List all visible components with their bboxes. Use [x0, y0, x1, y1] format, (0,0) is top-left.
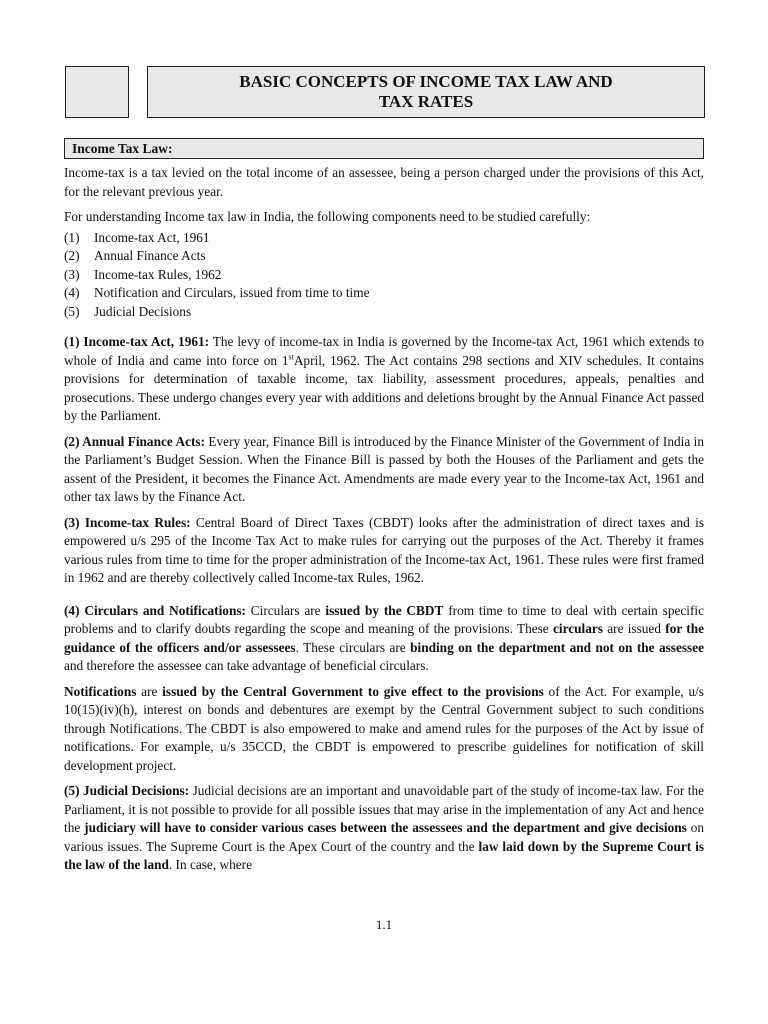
header-side-box — [65, 66, 129, 118]
list-item: (4) Notification and Circulars, issued from time to time — [64, 285, 370, 300]
list-item: (5) Judicial Decisions — [64, 303, 192, 319]
list-item: (3) Income-tax Rules, 1962 — [64, 266, 222, 282]
intro-paragraph-2: For understanding Income tax law in India, the following components need to be studied carefully: — [64, 209, 591, 224]
list-item: (2) Annual Finance Acts — [64, 248, 206, 263]
intro-paragraph-1: Income-tax is a tax levied on the total income of an assessee, being a person charged under the provisions of this Act, for the relevant previous year. — [64, 165, 704, 199]
paragraph-finance-acts: (2) Annual Finance Acts: Every year, Finance Bill is introduced by the Finance Minister of the Government of India in the Parliament’s Budget Session. When the Finance Bill is passed by both the Houses of the Parliament and gets the assent of the President, it becomes the Finance Act. Amendments are made every year to the Income-tax Act, 1961 and other tax laws by the Finance Act. — [64, 433, 704, 504]
paragraph-income-tax-rules: (3) Income-tax Rules: Central Board of Direct Taxes (CBDT) looks after the administration of direct taxes and is empowered u/s 295 of the Income Tax Act to make rules for carrying out the purposes of the Act. Thereby it frames various rules from time to time for the proper administration of the Income-tax Act, 1961. These rules were first framed in 1962 and are thereby collectively called Income-tax Rules, 1962. — [64, 514, 704, 585]
chapter-title-box — [147, 66, 705, 118]
paragraph-heading: (1) Income-tax Act, 1961: — [64, 334, 210, 349]
paragraph-judicial-decisions: (5) Judicial Decisions: Judicial decisions are an important and unavoidable part of the study of income-tax law. For the Parliament, it is not possible to provide for all possible issues that may arise in the implementation of any Act and hence the judiciary will have to consider various cases between the assessees and the department and give decisions on various issues. The Supreme Court is the Apex Court of the country and the law laid down by the Supreme Court is the law of the land. In case, where — [64, 783, 704, 872]
chapter-title: BASIC CONCEPTS OF INCOME TAX LAW AND TAX RATES — [239, 72, 613, 111]
paragraph-heading: (2) Annual Finance Acts: — [64, 433, 205, 449]
document-body — [64, 164, 704, 882]
paragraph-heading: (5) Judicial Decisions: — [64, 783, 190, 798]
section-heading: Income Tax Law: — [64, 138, 704, 159]
page-number: 1.1 — [375, 917, 393, 932]
components-list — [64, 229, 704, 322]
list-item: (1) Income-tax Act, 1961 — [64, 229, 210, 245]
paragraph-income-tax-act: (1) Income-tax Act, 1961: The levy of income-tax in India is governed by the Income-tax Act, 1961 which extends to whole of India and came into force on 1stApril, 1962. The Act contains 298 sections and XIV schedules. It contains provisions for determination of taxable income, tax liability, assessment procedures, appeals, penalties and prosecutions. These undergo changes every year with additions and deletions brought by the Annual Finance Act passed by the Parliament. — [64, 334, 704, 423]
paragraph-notifications: Notifications are issued by the Central Government to give effect to the provisions of the Act. For example, u/s 10(15)(iv)(h), interest on bonds and debentures are exempt by the Central Government subject to such conditions through Notifications. The CBDT is also empowered to make and amend rules for the purposes of the Act by issue of notifications. For example, u/s 35CCD, the CBDT is empowered to prescribe guidelines for notification of skill development project. — [64, 683, 704, 773]
paragraph-heading: (4) Circulars and Notifications: — [64, 602, 246, 618]
paragraph-heading: (3) Income-tax Rules: — [64, 514, 191, 530]
paragraph-circulars: (4) Circulars and Notifications: Circulars are issued by the CBDT from time to time to deal with certain specific problems and to clarify doubts regarding the scope and meaning of the provisions. These circulars are issued for the guidance of the officers and/or assessees. These circulars are binding on the department and not on the assessee and therefore the assessee can take advantage of beneficial circulars. — [64, 602, 705, 673]
